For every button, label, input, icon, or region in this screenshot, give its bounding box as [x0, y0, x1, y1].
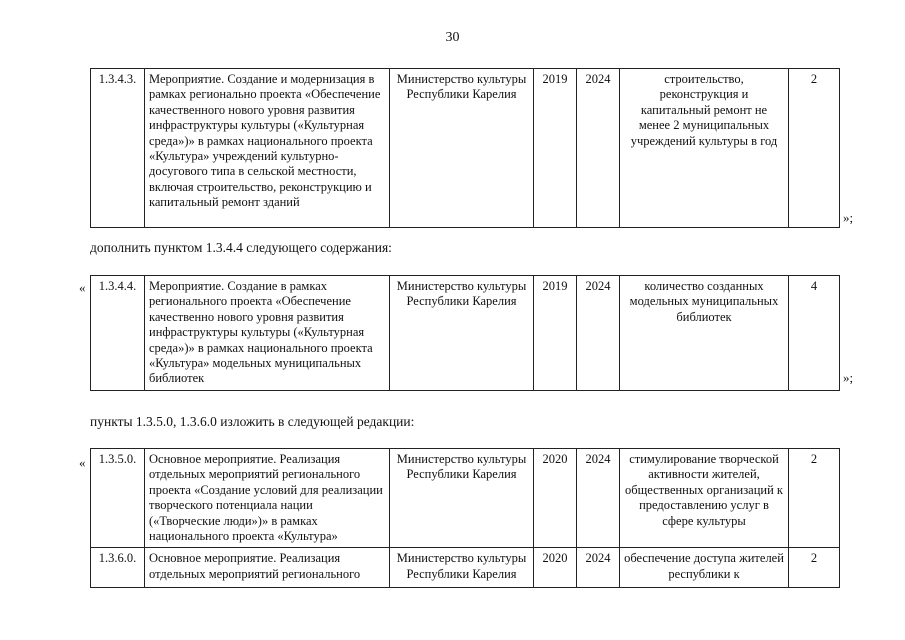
- item-executor: Министерство культуры Республики Карелия: [390, 276, 534, 391]
- table-row-1-3-4-4: [90, 275, 840, 391]
- item-year-start: 2020: [534, 548, 577, 588]
- item-year-start: 2019: [534, 276, 577, 391]
- item-year-end: 2024: [577, 69, 620, 228]
- opening-quote: «: [79, 280, 86, 295]
- item-value: 4: [789, 276, 840, 391]
- item-number: 1.3.5.0.: [91, 449, 145, 548]
- item-number: 1.3.4.4.: [91, 276, 145, 391]
- item-value: 2: [789, 69, 840, 228]
- item-name: Мероприятие. Создание в рамках регионального проекта «Обеспечение качественно нового уровня развития инфраструктуры культуры («Культурная среда»)» в рамках национального проекта «Культура» модельных муниципальных библиотек: [145, 276, 390, 391]
- page-number: 30: [445, 30, 460, 45]
- item-year-end: 2024: [577, 548, 620, 588]
- closing-quote: »;: [843, 370, 854, 385]
- closing-quote: »;: [843, 210, 854, 225]
- item-year-end: 2024: [577, 449, 620, 548]
- paragraph-set-items: пункты 1.3.5.0, 1.3.6.0 изложить в следующей редакции:: [90, 414, 415, 429]
- item-number: 1.3.4.3.: [91, 69, 145, 228]
- item-year-start: 2020: [534, 449, 577, 548]
- item-year-start: 2019: [534, 69, 577, 228]
- opening-quote: «: [79, 455, 86, 470]
- item-executor: Министерство культуры Республики Карелия: [390, 449, 534, 548]
- item-indicator: строительство, реконструкция и капитальный ремонт не менее 2 муниципальных учреждений культуры в год: [620, 69, 789, 228]
- paragraph-add-item: дополнить пунктом 1.3.4.4 следующего содержания:: [90, 240, 392, 255]
- item-indicator: обеспечение доступа жителей республики к: [620, 548, 789, 588]
- item-value: 2: [789, 449, 840, 548]
- table-rows-1-3-5-0: [90, 448, 840, 588]
- table-row-1-3-4-3: [90, 68, 840, 228]
- item-number: 1.3.6.0.: [91, 548, 145, 588]
- item-year-end: 2024: [577, 276, 620, 391]
- item-name: Мероприятие. Создание и модернизация в рамках регионально проекта «Обеспечение качественного нового уровня развития инфраструктуры культуры («Культурная среда»)» в рамках национального проекта «Культура» учреждений культурно-досугового типа в сельской местности, включая строительство, реконструкцию и капитальный ремонт зданий: [145, 69, 390, 228]
- item-executor: Министерство культуры Республики Карелия: [390, 548, 534, 588]
- item-executor: Министерство культуры Республики Карелия: [390, 69, 534, 228]
- item-indicator: количество созданных модельных муниципальных библиотек: [620, 276, 789, 391]
- item-value: 2: [789, 548, 840, 588]
- item-name: Основное мероприятие. Реализация отдельных мероприятий регионального проекта «Создание условий для реализации творческого потенциала нации («Творческие люди»)» в рамках национального проекта «Культура»: [145, 449, 390, 548]
- item-indicator: стимулирование творческой активности жителей, общественных организаций к предоставлению услуг в сфере культуры: [620, 449, 789, 548]
- item-name: Основное мероприятие. Реализация отдельных мероприятий регионального: [145, 548, 390, 588]
